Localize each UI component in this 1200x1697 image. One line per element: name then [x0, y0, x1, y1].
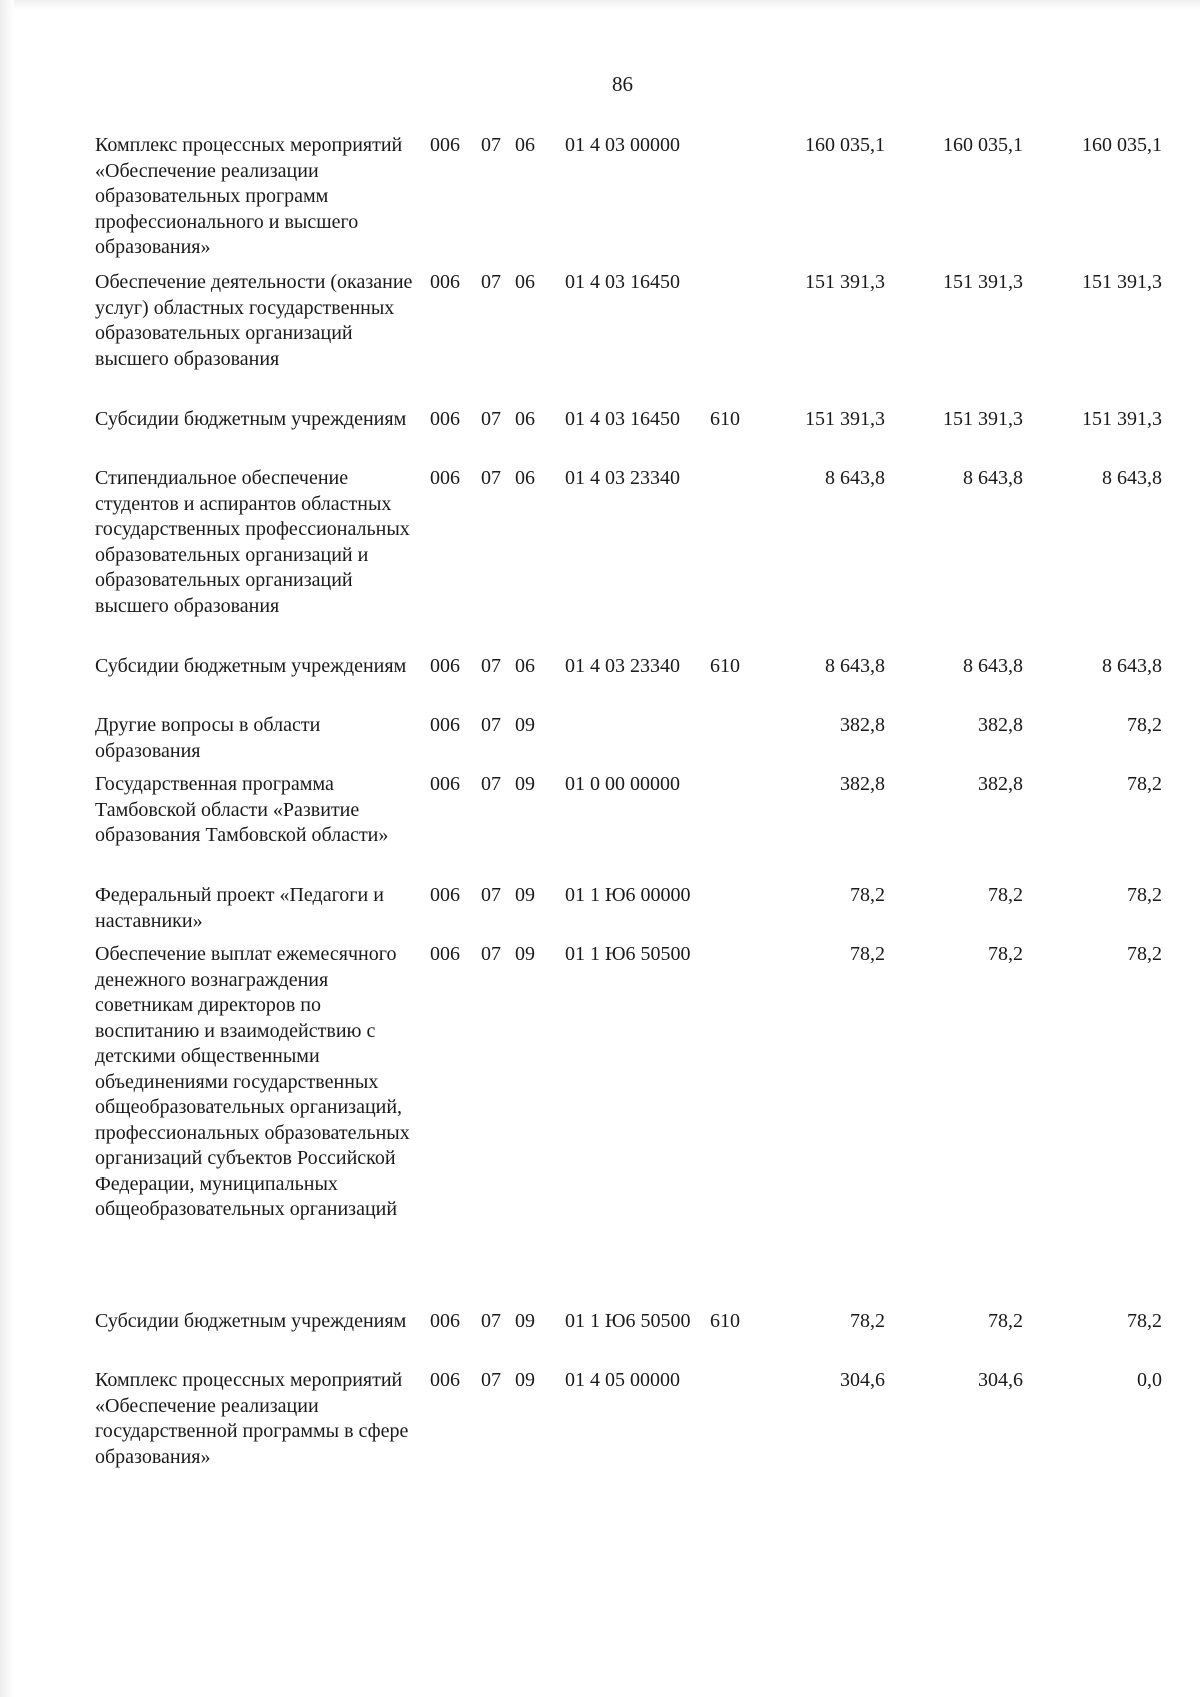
amount-year-2: 8 643,8 — [963, 467, 1023, 489]
section-code: 07 — [481, 714, 501, 736]
scan-top-edge — [0, 0, 1200, 10]
target-article-code: 01 4 05 00000 — [565, 1369, 680, 1391]
row-name: Субсидии бюджетным учреждениям — [95, 1310, 407, 1332]
grbs-code: 006 — [430, 134, 460, 156]
row-name: Комплекс процессных мероприятий «Обеспечение реализации государственной программы в сфере образования» — [95, 1369, 409, 1468]
target-article-code: 01 4 03 16450 — [565, 408, 680, 430]
row-name: Федеральный проект «Педагоги и наставники» — [95, 884, 384, 932]
grbs-code: 006 — [430, 714, 460, 736]
grbs-code: 006 — [430, 408, 460, 430]
page-number: 86 — [612, 72, 633, 96]
section-code: 07 — [481, 655, 501, 677]
subsection-code: 06 — [515, 467, 535, 489]
amount-year-2: 382,8 — [978, 714, 1023, 736]
amount-year-1: 151 391,3 — [805, 271, 885, 293]
subsection-code: 09 — [515, 943, 535, 965]
target-article-code: 01 4 03 16450 — [565, 271, 680, 293]
target-article-code: 01 4 03 23340 — [565, 655, 680, 677]
amount-year-3: 78,2 — [1127, 773, 1162, 795]
expense-type-code: 610 — [710, 1310, 740, 1332]
amount-year-2: 151 391,3 — [943, 271, 1023, 293]
expense-type-code: 610 — [710, 655, 740, 677]
amount-year-2: 78,2 — [988, 1310, 1023, 1332]
amount-year-3: 160 035,1 — [1082, 134, 1162, 156]
subsection-code: 09 — [515, 1310, 535, 1332]
grbs-code: 006 — [430, 773, 460, 795]
section-code: 07 — [481, 1310, 501, 1332]
amount-year-2: 151 391,3 — [943, 408, 1023, 430]
amount-year-2: 304,6 — [978, 1369, 1023, 1391]
amount-year-3: 78,2 — [1127, 943, 1162, 965]
section-code: 07 — [481, 467, 501, 489]
amount-year-1: 382,8 — [840, 714, 885, 736]
row-name: Государственная программа Тамбовской области «Развитие образования Тамбовской области» — [95, 773, 389, 846]
row-name: Субсидии бюджетным учреждениям — [95, 408, 407, 430]
grbs-code: 006 — [430, 943, 460, 965]
amount-year-3: 8 643,8 — [1102, 467, 1162, 489]
row-name: Обеспечение деятельности (оказание услуг) областных государственных образовательных организаций высшего образования — [95, 271, 413, 370]
amount-year-2: 8 643,8 — [963, 655, 1023, 677]
subsection-code: 06 — [515, 408, 535, 430]
section-code: 07 — [481, 1369, 501, 1391]
section-code: 07 — [481, 884, 501, 906]
amount-year-1: 8 643,8 — [825, 467, 885, 489]
amount-year-2: 78,2 — [988, 884, 1023, 906]
subsection-code: 06 — [515, 271, 535, 293]
amount-year-3: 151 391,3 — [1082, 271, 1162, 293]
grbs-code: 006 — [430, 1310, 460, 1332]
subsection-code: 06 — [515, 134, 535, 156]
target-article-code: 01 0 00 00000 — [565, 773, 680, 795]
amount-year-3: 8 643,8 — [1102, 655, 1162, 677]
amount-year-3: 0,0 — [1137, 1369, 1162, 1391]
row-name: Комплекс процессных мероприятий «Обеспечение реализации образовательных программ профессионального и высшего образования» — [95, 134, 403, 258]
target-article-code: 01 1 Ю6 00000 — [565, 884, 691, 906]
section-code: 07 — [481, 134, 501, 156]
amount-year-1: 78,2 — [850, 1310, 885, 1332]
row-name: Другие вопросы в области образования — [95, 714, 321, 762]
section-code: 07 — [481, 408, 501, 430]
amount-year-3: 78,2 — [1127, 714, 1162, 736]
amount-year-2: 78,2 — [988, 943, 1023, 965]
subsection-code: 09 — [515, 714, 535, 736]
grbs-code: 006 — [430, 271, 460, 293]
row-name: Обеспечение выплат ежемесячного денежного вознаграждения советникам директоров по воспитанию и взаимодействию с детскими общественными объединениями государственных общеобразовательных организаций, профессиональных образовательных организаций субъектов Российской Федерации, муниципальных общеобразовательных организаций — [95, 943, 410, 1220]
section-code: 07 — [481, 943, 501, 965]
target-article-code: 01 1 Ю6 50500 — [565, 1310, 691, 1332]
subsection-code: 09 — [515, 1369, 535, 1391]
grbs-code: 006 — [430, 884, 460, 906]
section-code: 07 — [481, 271, 501, 293]
subsection-code: 09 — [515, 773, 535, 795]
amount-year-1: 151 391,3 — [805, 408, 885, 430]
amount-year-3: 151 391,3 — [1082, 408, 1162, 430]
scan-left-edge — [0, 0, 14, 1697]
target-article-code: 01 4 03 00000 — [565, 134, 680, 156]
amount-year-1: 8 643,8 — [825, 655, 885, 677]
grbs-code: 006 — [430, 655, 460, 677]
subsection-code: 09 — [515, 884, 535, 906]
amount-year-3: 78,2 — [1127, 1310, 1162, 1332]
section-code: 07 — [481, 773, 501, 795]
grbs-code: 006 — [430, 467, 460, 489]
amount-year-1: 304,6 — [840, 1369, 885, 1391]
amount-year-1: 78,2 — [850, 943, 885, 965]
subsection-code: 06 — [515, 655, 535, 677]
amount-year-3: 78,2 — [1127, 884, 1162, 906]
target-article-code: 01 4 03 23340 — [565, 467, 680, 489]
row-name: Субсидии бюджетным учреждениям — [95, 655, 407, 677]
row-name: Стипендиальное обеспечение студентов и аспирантов областных государственных профессиональных образовательных организаций и образовательных организаций высшего образования — [95, 467, 410, 617]
grbs-code: 006 — [430, 1369, 460, 1391]
expense-type-code: 610 — [710, 408, 740, 430]
amount-year-1: 78,2 — [850, 884, 885, 906]
amount-year-1: 382,8 — [840, 773, 885, 795]
amount-year-2: 382,8 — [978, 773, 1023, 795]
target-article-code: 01 1 Ю6 50500 — [565, 943, 691, 965]
amount-year-2: 160 035,1 — [943, 134, 1023, 156]
amount-year-1: 160 035,1 — [805, 134, 885, 156]
